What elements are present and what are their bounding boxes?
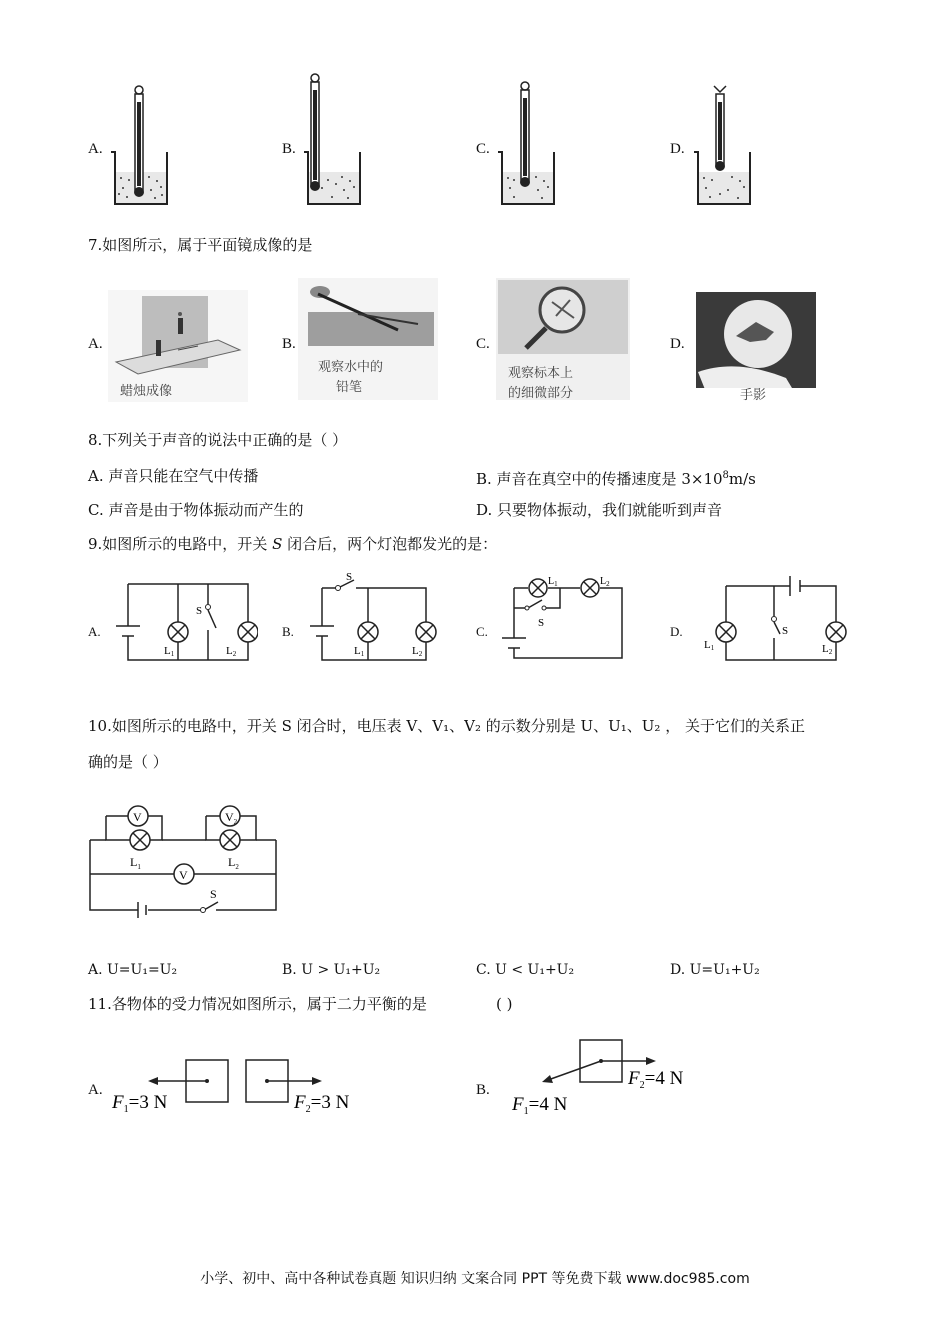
- circuit-a-l1-letter: L: [164, 645, 171, 657]
- circuit-d-l1-letter: L: [704, 639, 711, 651]
- q6-option-b: B.: [282, 141, 296, 157]
- circuit-diagram-a: [108, 574, 258, 670]
- voltmeter-v-label: V: [179, 868, 188, 882]
- beaker-thermometer-figure-c: [492, 76, 562, 210]
- q7-caption-b2: 铅笔: [336, 380, 363, 395]
- q7-caption-a: 蜡烛成像: [120, 384, 173, 399]
- circuit-b-l1-sub: 1: [360, 650, 365, 658]
- q11-stem: 11.各物体的受力情况如图所示，属于二力平衡的是: [88, 995, 427, 1013]
- q7-option-d: D.: [670, 336, 685, 352]
- q9-option-a: A.: [88, 624, 101, 639]
- q8-option-a: A. 声音只能在空气中传播: [88, 467, 259, 485]
- voltmeter-v1-label: [133, 810, 142, 824]
- q8-option-c: C. 声音是由于物体振动而产生的: [88, 501, 304, 519]
- q7-caption-c2: 的细微部分: [508, 386, 574, 401]
- circuit-c-l1-sub: 1: [554, 580, 558, 588]
- force-a-f1-letter: F: [112, 1092, 124, 1113]
- circuit-b-switch-label: S: [346, 571, 353, 583]
- circuit-c-l2-sub: 2: [606, 580, 610, 588]
- circuit-d-l2-sub: 2: [828, 648, 833, 656]
- force-a-f1-label: [111, 1092, 168, 1115]
- force-a-f2-letter: F: [294, 1092, 306, 1113]
- voltmeter-circuit-diagram: [86, 794, 286, 918]
- circuit-c-l2-label: [600, 576, 610, 588]
- q11-answer-paren: ( ): [496, 995, 513, 1013]
- pencil-in-water-image: [298, 278, 438, 400]
- circuit-d-l2-letter: L: [822, 643, 829, 655]
- circuit-b-l1-letter: L: [354, 645, 361, 657]
- q6-option-c: C.: [476, 141, 490, 157]
- circuit-a-l1-label: [164, 645, 175, 658]
- force-b-f1-letter: F: [512, 1094, 524, 1115]
- force-b-f2-sub: 2: [639, 1080, 645, 1091]
- q7-option-c: C.: [476, 336, 490, 352]
- circuit-a-switch-label: S: [196, 605, 203, 617]
- q10-stem-line1: 10.如图所示的电路中，开关 S 闭合时，电压表 V、V₁、V₂ 的示数分别是 U、U₁、U₂ ， 关于它们的关系正: [88, 717, 805, 735]
- q10-option-a: A. U=U₁=U₂: [88, 962, 178, 978]
- circuit-diagram-b: [302, 570, 452, 670]
- q8-option-b-prefix: B. 声音在真空中的传播速度是 3×10: [476, 470, 723, 488]
- q9-option-c: C.: [476, 624, 488, 639]
- circuit-a-l2-label: [226, 645, 237, 658]
- lamp-l1-label: [130, 855, 141, 871]
- voltmeter-v2-sub: 2: [233, 818, 238, 826]
- circuit-b-l2-label: [412, 645, 423, 658]
- force-b-f2-letter: F: [628, 1068, 640, 1089]
- force-b-f1-sub: 1: [523, 1106, 529, 1117]
- beaker-thermometer-figure-b: [298, 72, 368, 210]
- force-a-f1-value: =3 N: [128, 1092, 168, 1113]
- q8-option-b-unit: m/s: [728, 470, 756, 488]
- force-b-f2-value: =4 N: [644, 1068, 684, 1089]
- q9-stem-end: 闭合后，两个灯泡都发光的是：: [282, 535, 498, 553]
- q9-option-b: B.: [282, 624, 294, 639]
- q8-option-b-exponent: 8: [722, 470, 729, 481]
- circuit-d-l1-sub: 1: [710, 644, 715, 652]
- q7-caption-d: 手影: [740, 388, 767, 403]
- force-a-f2-value: =3 N: [310, 1092, 350, 1113]
- q7-stem: 7.如图所示，属于平面镜成像的是: [88, 236, 313, 254]
- circuit-d-l2-label: [822, 643, 833, 656]
- force-a-f1-sub: 1: [123, 1104, 129, 1115]
- q7-caption-b1: 观察水中的: [318, 360, 384, 375]
- circuit-b-l2-letter: L: [412, 645, 419, 657]
- force-b-f2-label: [627, 1068, 684, 1091]
- q9-stem-switch: S: [272, 535, 283, 553]
- force-b-f1-value: =4 N: [528, 1094, 568, 1115]
- q9-option-d: D.: [670, 624, 683, 639]
- beaker-thermometer-figure-d: [688, 84, 758, 210]
- lamp-l1-sub: 1: [137, 863, 141, 871]
- q10-option-c: C. U < U₁+U₂: [476, 962, 575, 978]
- force-a-f2-sub: 2: [305, 1104, 311, 1115]
- q11-option-b: B.: [476, 1082, 490, 1098]
- circuit-b-l2-sub: 2: [418, 650, 423, 658]
- circuit-d-l1-label: [704, 639, 715, 652]
- force-diagram-b: [508, 1034, 708, 1124]
- circuit-d-switch-label: S: [782, 625, 789, 637]
- circuit-diagram-d: [700, 572, 860, 670]
- q9-stem: [88, 534, 497, 554]
- circuit-a-l2-sub: 2: [232, 650, 237, 658]
- lamp-l1-letter: L: [130, 855, 138, 869]
- beaker-thermometer-figure-a: [105, 80, 175, 210]
- switch-s-label: S: [210, 887, 217, 901]
- circuit-c-l1-letter: L: [548, 576, 555, 587]
- q7-option-a: A.: [88, 336, 103, 352]
- force-b-f1-label: [511, 1094, 568, 1117]
- q8-option-d: D. 只要物体振动，我们就能听到声音: [476, 501, 723, 519]
- circuit-c-l2-letter: L: [600, 576, 607, 587]
- voltmeter-v2-label: [225, 810, 238, 826]
- force-diagram-a: [108, 1052, 364, 1116]
- q6-option-a: A.: [88, 141, 103, 157]
- circuit-c-l1-label: [548, 576, 558, 588]
- q8-option-b: [476, 466, 756, 489]
- q9-stem-start: 9.如图所示的电路中，开关: [88, 535, 273, 553]
- q7-option-b: B.: [282, 336, 296, 352]
- circuit-b-l1-label: [354, 645, 365, 658]
- lamp-l2-sub: 2: [235, 863, 239, 871]
- q7-caption-c1: 观察标本上: [508, 366, 574, 381]
- q11-option-a: A.: [88, 1082, 103, 1098]
- voltmeter-v1-letter: V: [133, 810, 142, 824]
- q10-option-b: B. U > U₁+U₂: [282, 962, 381, 978]
- circuit-a-l1-sub: 1: [170, 650, 175, 658]
- lamp-l2-letter: L: [228, 855, 236, 869]
- q8-stem: 8.下列关于声音的说法中正确的是（ ）: [88, 431, 348, 449]
- page-footer: 小学、初中、高中各种试卷真题 知识归纳 文案合同 PPT 等免费下载 www.doc985.com: [200, 1271, 750, 1287]
- circuit-diagram-c: [496, 572, 636, 668]
- voltmeter-v2-letter: V: [225, 810, 234, 824]
- q6-option-d: D.: [670, 141, 685, 157]
- lamp-l2-label: [228, 855, 239, 871]
- q10-option-d: D. U=U₁+U₂: [670, 962, 760, 978]
- circuit-c-switch-label: S: [538, 617, 545, 629]
- force-a-f2-label: [293, 1092, 350, 1115]
- circuit-a-l2-letter: L: [226, 645, 233, 657]
- q10-stem-line2: 确的是（ ）: [88, 753, 168, 771]
